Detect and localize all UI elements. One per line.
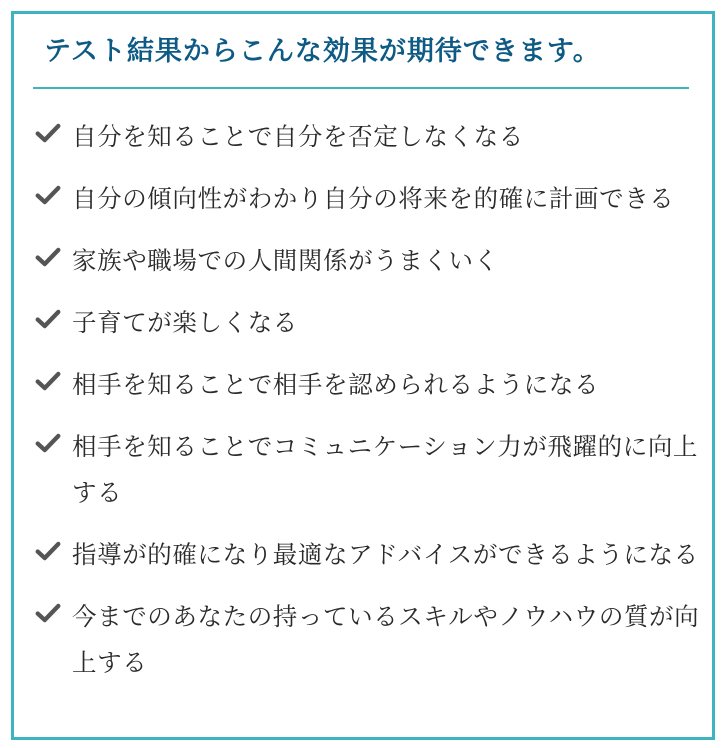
effects-box xyxy=(11,11,715,740)
check-mark-icon xyxy=(35,430,61,456)
list-item-text: 子育てが楽しくなる xyxy=(72,308,298,337)
check-mark-icon xyxy=(35,182,61,208)
list-item-text: 自分を知ることで自分を否定しなくなる xyxy=(72,122,524,151)
check-mark-icon xyxy=(35,538,61,564)
check-mark-icon xyxy=(35,120,61,146)
list-item xyxy=(32,532,700,578)
list-item-text: 自分の傾向性がわかり自分の将来を的確に計画できる xyxy=(72,184,675,213)
list-item-text: 相手を知ることで相手を認められるようになる xyxy=(72,370,600,399)
list-item xyxy=(32,176,700,222)
list-item xyxy=(32,300,700,346)
check-mark-icon xyxy=(35,368,61,394)
list-item xyxy=(32,362,700,408)
check-mark-icon xyxy=(35,244,61,270)
list-item-text: 今までのあなたの持っているスキルやノウハウの質が向上する xyxy=(72,602,700,677)
list-item xyxy=(32,424,700,516)
list-item xyxy=(32,238,700,284)
title-underline xyxy=(33,87,689,89)
list-item xyxy=(32,114,700,160)
check-mark-icon xyxy=(35,306,61,332)
list-item-text: 相手を知ることでコミュニケーション力が飛躍的に向上する xyxy=(72,432,699,507)
list-item-text: 指導が的確になり最適なアドバイスができるようになる xyxy=(72,540,699,569)
list-item xyxy=(32,594,700,686)
check-mark-icon xyxy=(35,600,61,626)
box-title: テスト結果からこんな効果が期待できます。 xyxy=(44,36,601,67)
effects-list xyxy=(32,114,700,702)
list-item-text: 家族や職場での人間関係がうまくいく xyxy=(72,246,499,275)
